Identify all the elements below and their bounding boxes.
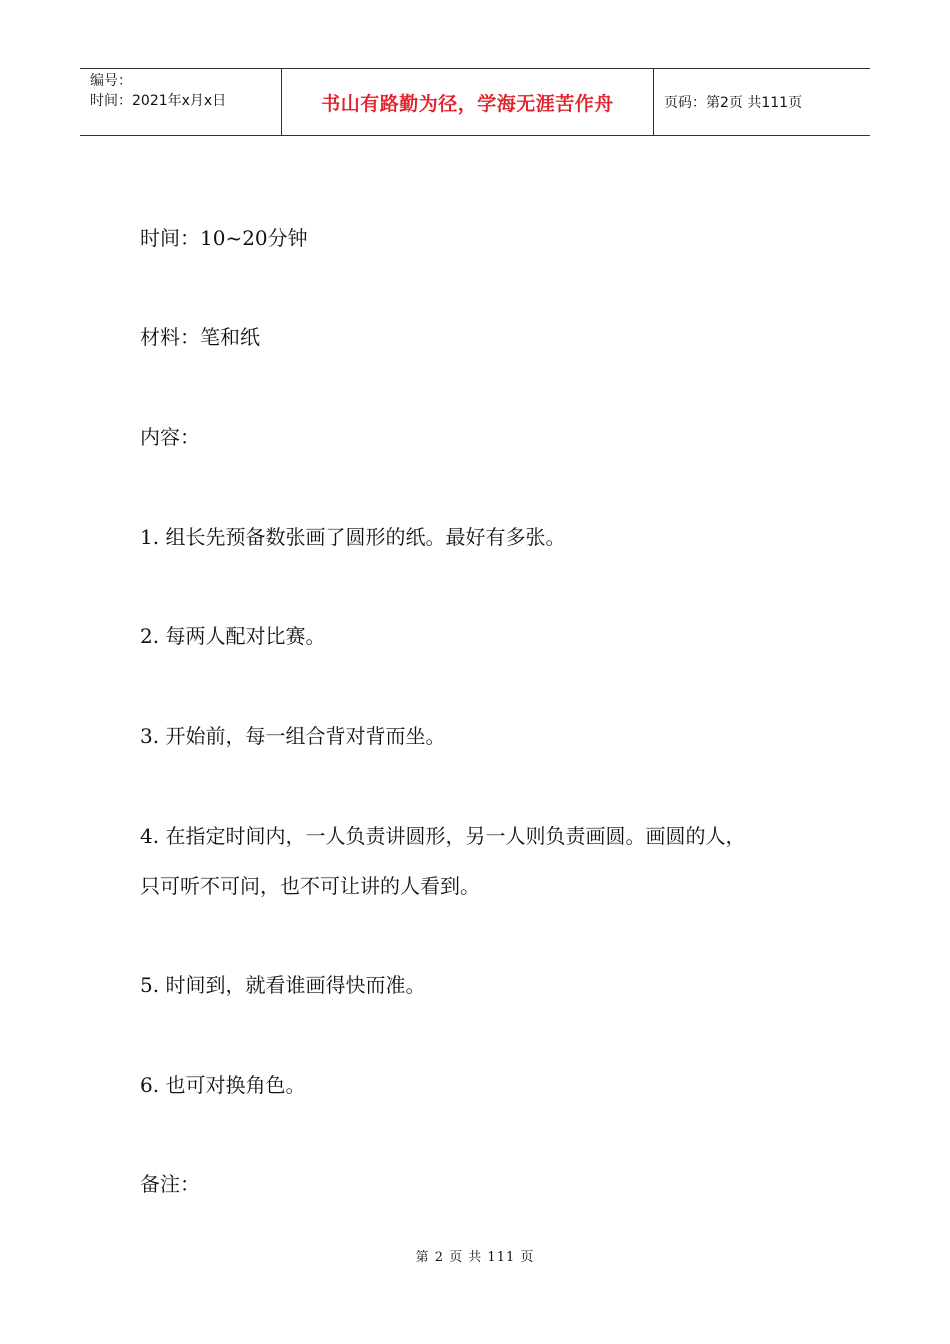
header-motto: 书山有路勤为径，学海无涯苦作舟 [321,92,614,115]
notes-heading: 备注： [140,1172,200,1196]
header-motto-cell [282,69,654,135]
doc-number-label: 编号： [90,73,132,89]
header-page-info [654,69,870,135]
step-4-line-1: 4. 在指定时间内，一人负责讲圆形，另一人则负责画圆。画圆的人， [140,824,746,848]
step-2: 2. 每两人配对比赛。 [140,624,326,648]
content-heading: 内容： [140,425,200,449]
time-line: 时间：10~20分钟 [140,226,308,250]
header-meta [80,69,282,135]
materials-line: 材料：笔和纸 [140,325,260,349]
step-6: 6. 也可对换角色。 [140,1073,306,1097]
step-1: 1. 组长先预备数张画了圆形的纸。最好有多张。 [140,525,566,549]
page-header [80,68,870,136]
step-4-line-2: 只可听不可问，也不可让讲的人看到。 [140,874,480,898]
step-5: 5. 时间到，就看谁画得快而准。 [140,973,426,997]
step-3: 3. 开始前，每一组合背对背而坐。 [140,724,446,748]
header-page-number: 页码：第2页 共111页 [664,95,803,111]
doc-date: 时间：2021年x月x日 [90,93,227,109]
page-footer: 第 2 页 共 111 页 [415,1250,535,1265]
